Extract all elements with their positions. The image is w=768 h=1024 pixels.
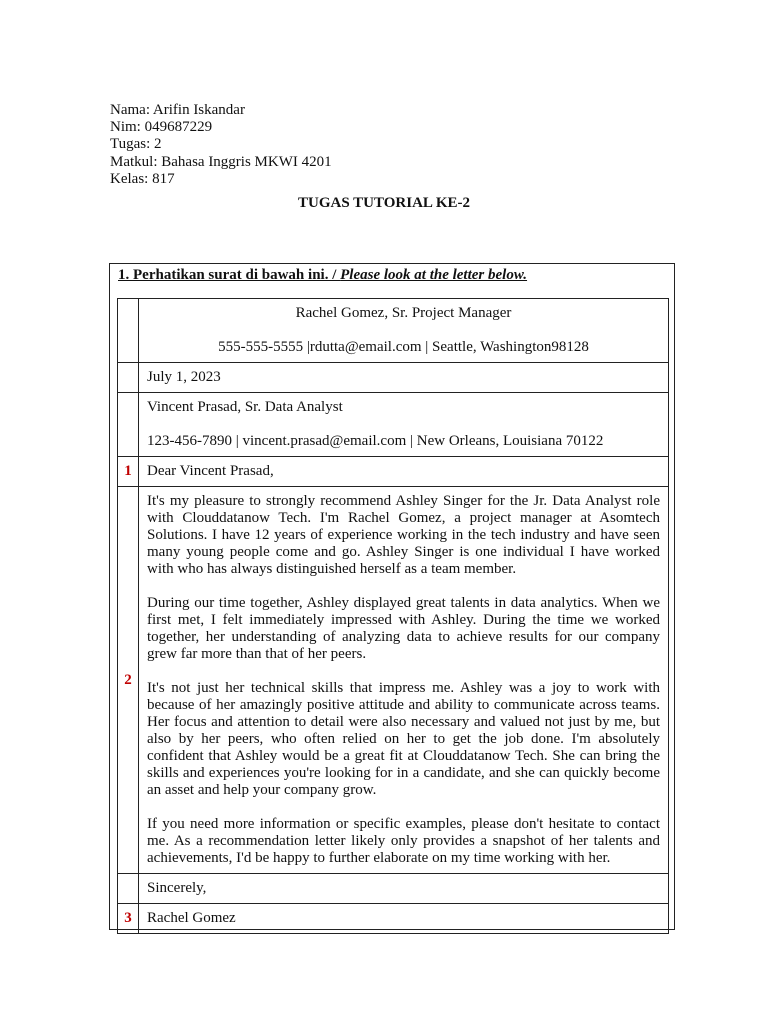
sender-name: Rachel Gomez, Sr. Project Manager bbox=[295, 305, 512, 321]
greeting-cell bbox=[139, 457, 669, 487]
question-heading bbox=[118, 266, 527, 284]
row-number-empty bbox=[118, 363, 139, 393]
row-number-empty bbox=[118, 874, 139, 904]
sender-cell bbox=[139, 299, 669, 363]
letter-row-sender bbox=[118, 299, 669, 363]
signature: Rachel Gomez bbox=[147, 910, 236, 926]
question-text-en: Please look at the letter below. bbox=[340, 267, 528, 283]
letter-row-body bbox=[118, 487, 669, 874]
letter-row-signature bbox=[118, 904, 669, 934]
row-number-empty bbox=[118, 393, 139, 457]
recipient-contact: 123-456-7890 | vincent.prasad@email.com | New Orleans, Louisiana 70122 bbox=[147, 433, 604, 449]
document-title: TUGAS TUTORIAL KE-2 bbox=[298, 195, 470, 211]
row-number-empty bbox=[118, 299, 139, 363]
signature-cell bbox=[139, 904, 669, 934]
question-text-id: 1. Perhatikan surat di bawah ini. / bbox=[118, 267, 341, 283]
closing: Sincerely, bbox=[147, 880, 207, 896]
body-paragraph: During our time together, Ashley displayed great talents in data analytics. When we first met, I felt immediately impressed with Ashley. During the time we worked together, her understanding of analyzing data to achieve results for our company grew far more than that of her peers. bbox=[147, 595, 660, 662]
row-number-body: 2 bbox=[118, 487, 139, 874]
body-paragraph: If you need more information or specific examples, please don't hesitate to contact me. As a recommendation letter likely only provides a snapshot of her talents and achievements, I'd be happy to further elaborate on my time working with her. bbox=[147, 816, 660, 866]
letter-row-recipient bbox=[118, 393, 669, 457]
sender-contact: 555-555-5555 |rdutta@email.com | Seattle, Washington98128 bbox=[218, 339, 589, 355]
greeting: Dear Vincent Prasad, bbox=[147, 463, 274, 479]
letter-date: July 1, 2023 bbox=[147, 369, 221, 385]
recipient-cell bbox=[139, 393, 669, 457]
body-cell bbox=[139, 487, 669, 874]
body-paragraph: It's my pleasure to strongly recommend Ashley Singer for the Jr. Data Analyst role with Clouddatanow Tech. I'm Rachel Gomez, a project manager at Asomtech Solutions. I have 12 years of experience working in the tech industry and have seen many young people come and go. Ashley Singer is one individual I have worked with who has always distinguished herself as a team member. bbox=[147, 493, 660, 577]
letter-row-closing bbox=[118, 874, 669, 904]
body-paragraph: It's not just her technical skills that impress me. Ashley was a joy to work with because of her amazingly positive attitude and ability to communicate across teams. Her focus and attention to detail were also necessary and valued not just by me, but also by her peers, who often relied on her to get the job done. I'm absolutely confident that Ashley would be a great fit at Clouddatanow Tech. She can bring the skills and experiences you're looking for in a candidate, and she can quickly become an asset and help your company grow. bbox=[147, 680, 660, 798]
student-info bbox=[110, 102, 332, 188]
student-nim: Nim: 049687229 bbox=[110, 119, 213, 136]
letter-table bbox=[117, 298, 669, 934]
assignment-number: Tugas: 2 bbox=[110, 136, 162, 153]
recipient-name: Vincent Prasad, Sr. Data Analyst bbox=[147, 399, 343, 415]
closing-cell bbox=[139, 874, 669, 904]
row-number-greeting: 1 bbox=[118, 457, 139, 487]
course-name: Matkul: Bahasa Inggris MKWI 4201 bbox=[110, 153, 332, 170]
class-number: Kelas: 817 bbox=[110, 170, 175, 187]
row-number-signature: 3 bbox=[118, 904, 139, 934]
letter-row-date bbox=[118, 363, 669, 393]
student-name: Nama: Arifin Iskandar bbox=[110, 102, 245, 118]
date-cell bbox=[139, 363, 669, 393]
letter-row-greeting bbox=[118, 457, 669, 487]
